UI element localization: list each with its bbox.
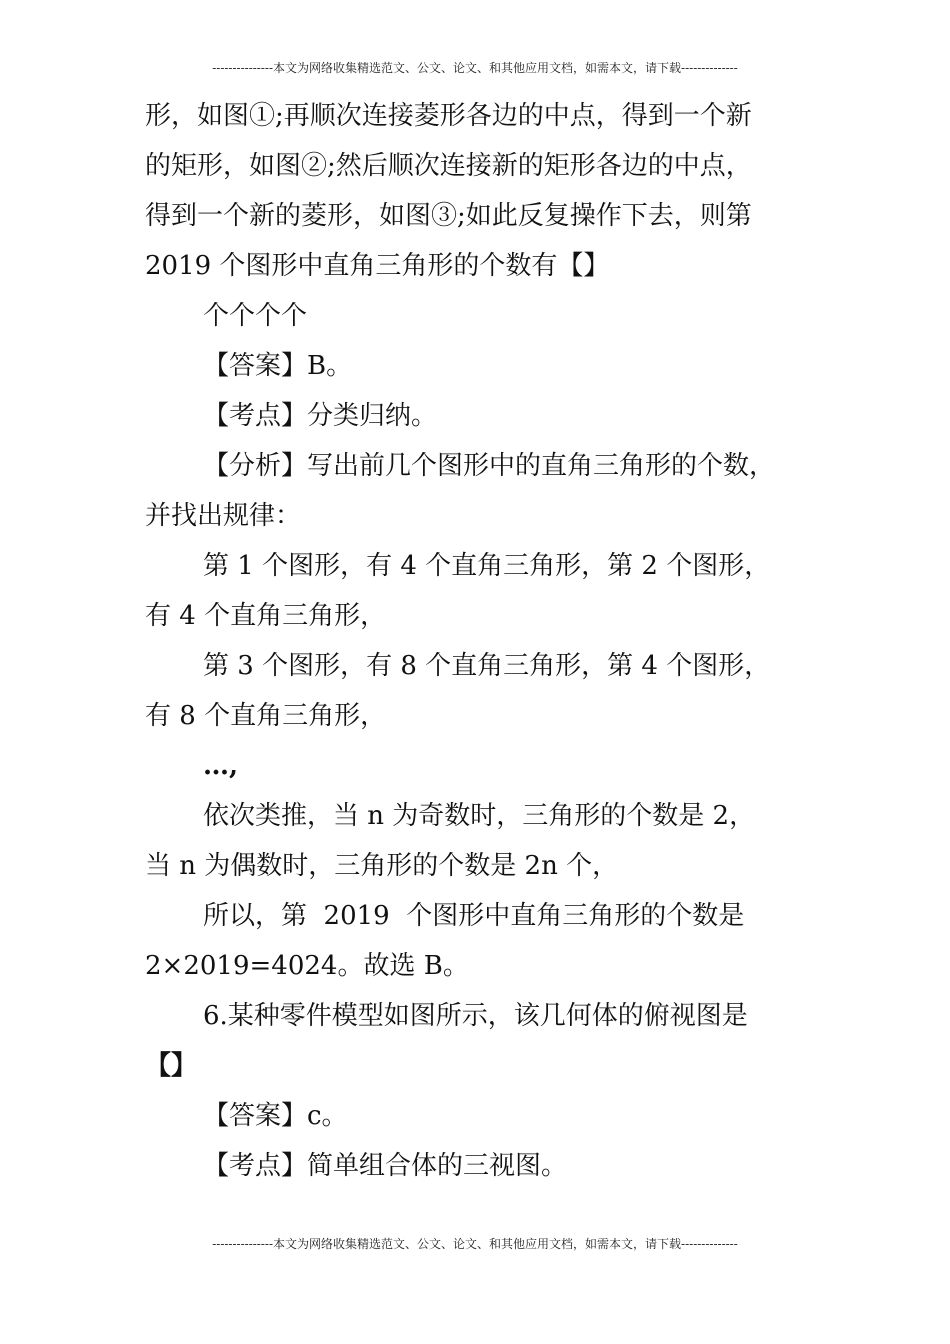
page-header: ---------------本文为网络收集精选范文、公文、论文、和其他应用文档，如需本文，请下载-------------- — [212, 61, 738, 75]
page-footer: ---------------本文为网络收集精选范文、公文、论文、和其他应用文档，如需本文，请下载-------------- — [212, 1237, 738, 1251]
